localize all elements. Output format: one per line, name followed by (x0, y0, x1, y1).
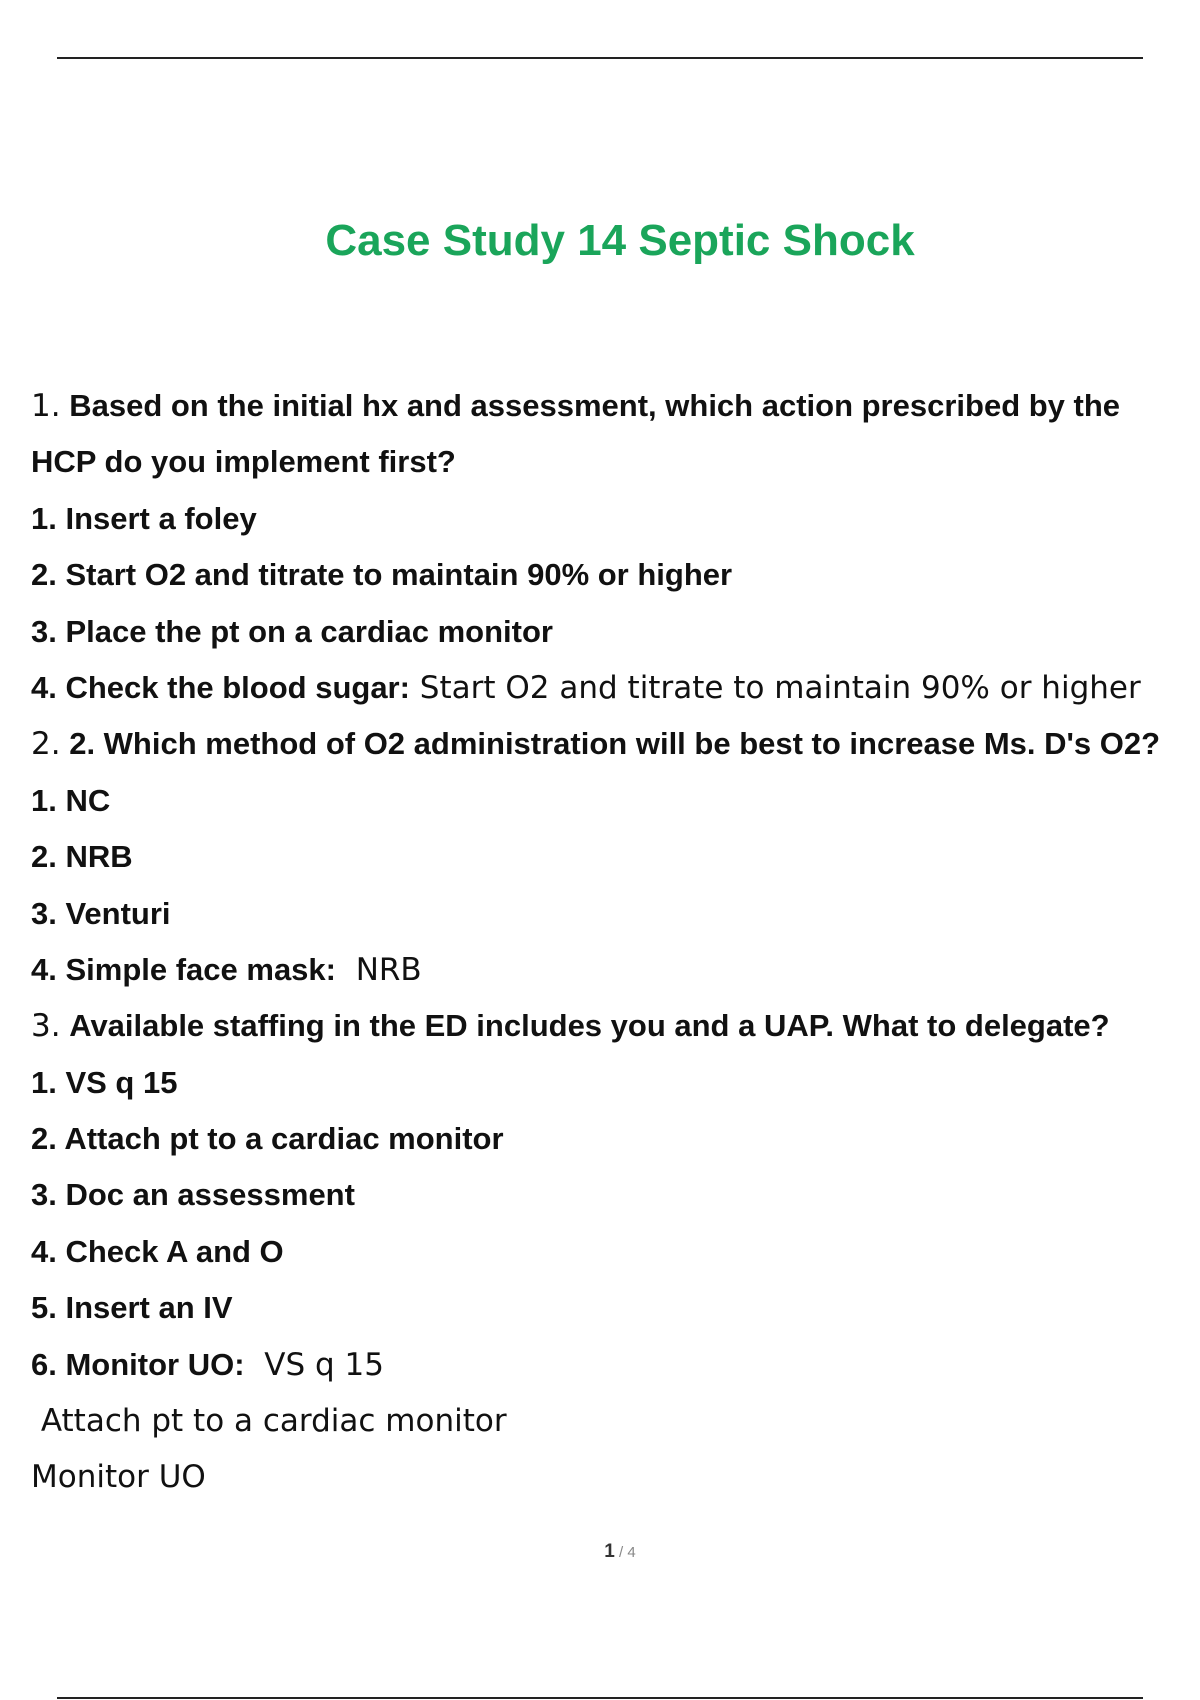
option-item: 1. VS q 15 (31, 1064, 178, 1100)
option-item-with-answer (31, 660, 1200, 716)
question-text: HCP do you implement first? (31, 444, 456, 480)
option-item: 3. Venturi (31, 895, 171, 931)
option-item: 2. Start O2 and titrate to maintain 90% or higher (31, 557, 733, 593)
document-body (31, 378, 1200, 1506)
question-1-line-2 (31, 434, 1200, 490)
option-item: 2. NRB (31, 839, 133, 875)
option-item: 1. NC (31, 782, 111, 818)
answer-text: Start O2 and titrate to maintain 90% or higher (409, 669, 1141, 706)
option-label: 6. Monitor UO: (31, 1346, 245, 1382)
document-title: Case Study 14 Septic Shock (325, 216, 915, 265)
question-text: Available staffing in the ED includes you and a UAP. What to delegate? (69, 1008, 1110, 1044)
option-item: 5. Insert an IV (31, 1290, 233, 1326)
option-item-with-answer (31, 942, 1200, 998)
option-item: 3. Place the pt on a cardiac monitor (31, 613, 553, 649)
option-label: 4. Check the blood sugar: (31, 669, 410, 705)
answer-continuation: Attach pt to a cardiac monitor (31, 1403, 507, 1440)
question-2-line (31, 716, 1200, 772)
question-1-line-1 (31, 378, 1200, 434)
total-pages: 4 (627, 1544, 636, 1561)
answer-text: NRB (336, 951, 422, 988)
option-item: 4. Check A and O (31, 1233, 284, 1269)
option-label: 4. Simple face mask: (31, 951, 336, 987)
question-3-line (31, 998, 1200, 1054)
option-item: 1. Insert a foley (31, 500, 257, 536)
option-item: 3. Doc an assessment (31, 1177, 355, 1213)
current-page: 1 (604, 1541, 615, 1562)
question-text: 2. Which method of O2 administration will be best to increase Ms. D's O2? (69, 726, 1161, 762)
option-item-with-answer (31, 1337, 1200, 1393)
option-item: 2. Attach pt to a cardiac monitor (31, 1121, 504, 1157)
page-indicator (0, 1541, 1200, 1563)
answer-continuation: Monitor UO (31, 1459, 206, 1496)
top-rule (57, 57, 1143, 59)
answer-text: VS q 15 (244, 1346, 384, 1383)
question-number: 3. (31, 1008, 61, 1045)
question-number: 2. (31, 726, 61, 763)
page-separator: / (614, 1544, 628, 1561)
question-number: 1. (31, 388, 61, 424)
question-text: Based on the initial hx and assessment, which action prescribed by the (69, 388, 1121, 423)
bottom-rule (57, 1697, 1143, 1699)
